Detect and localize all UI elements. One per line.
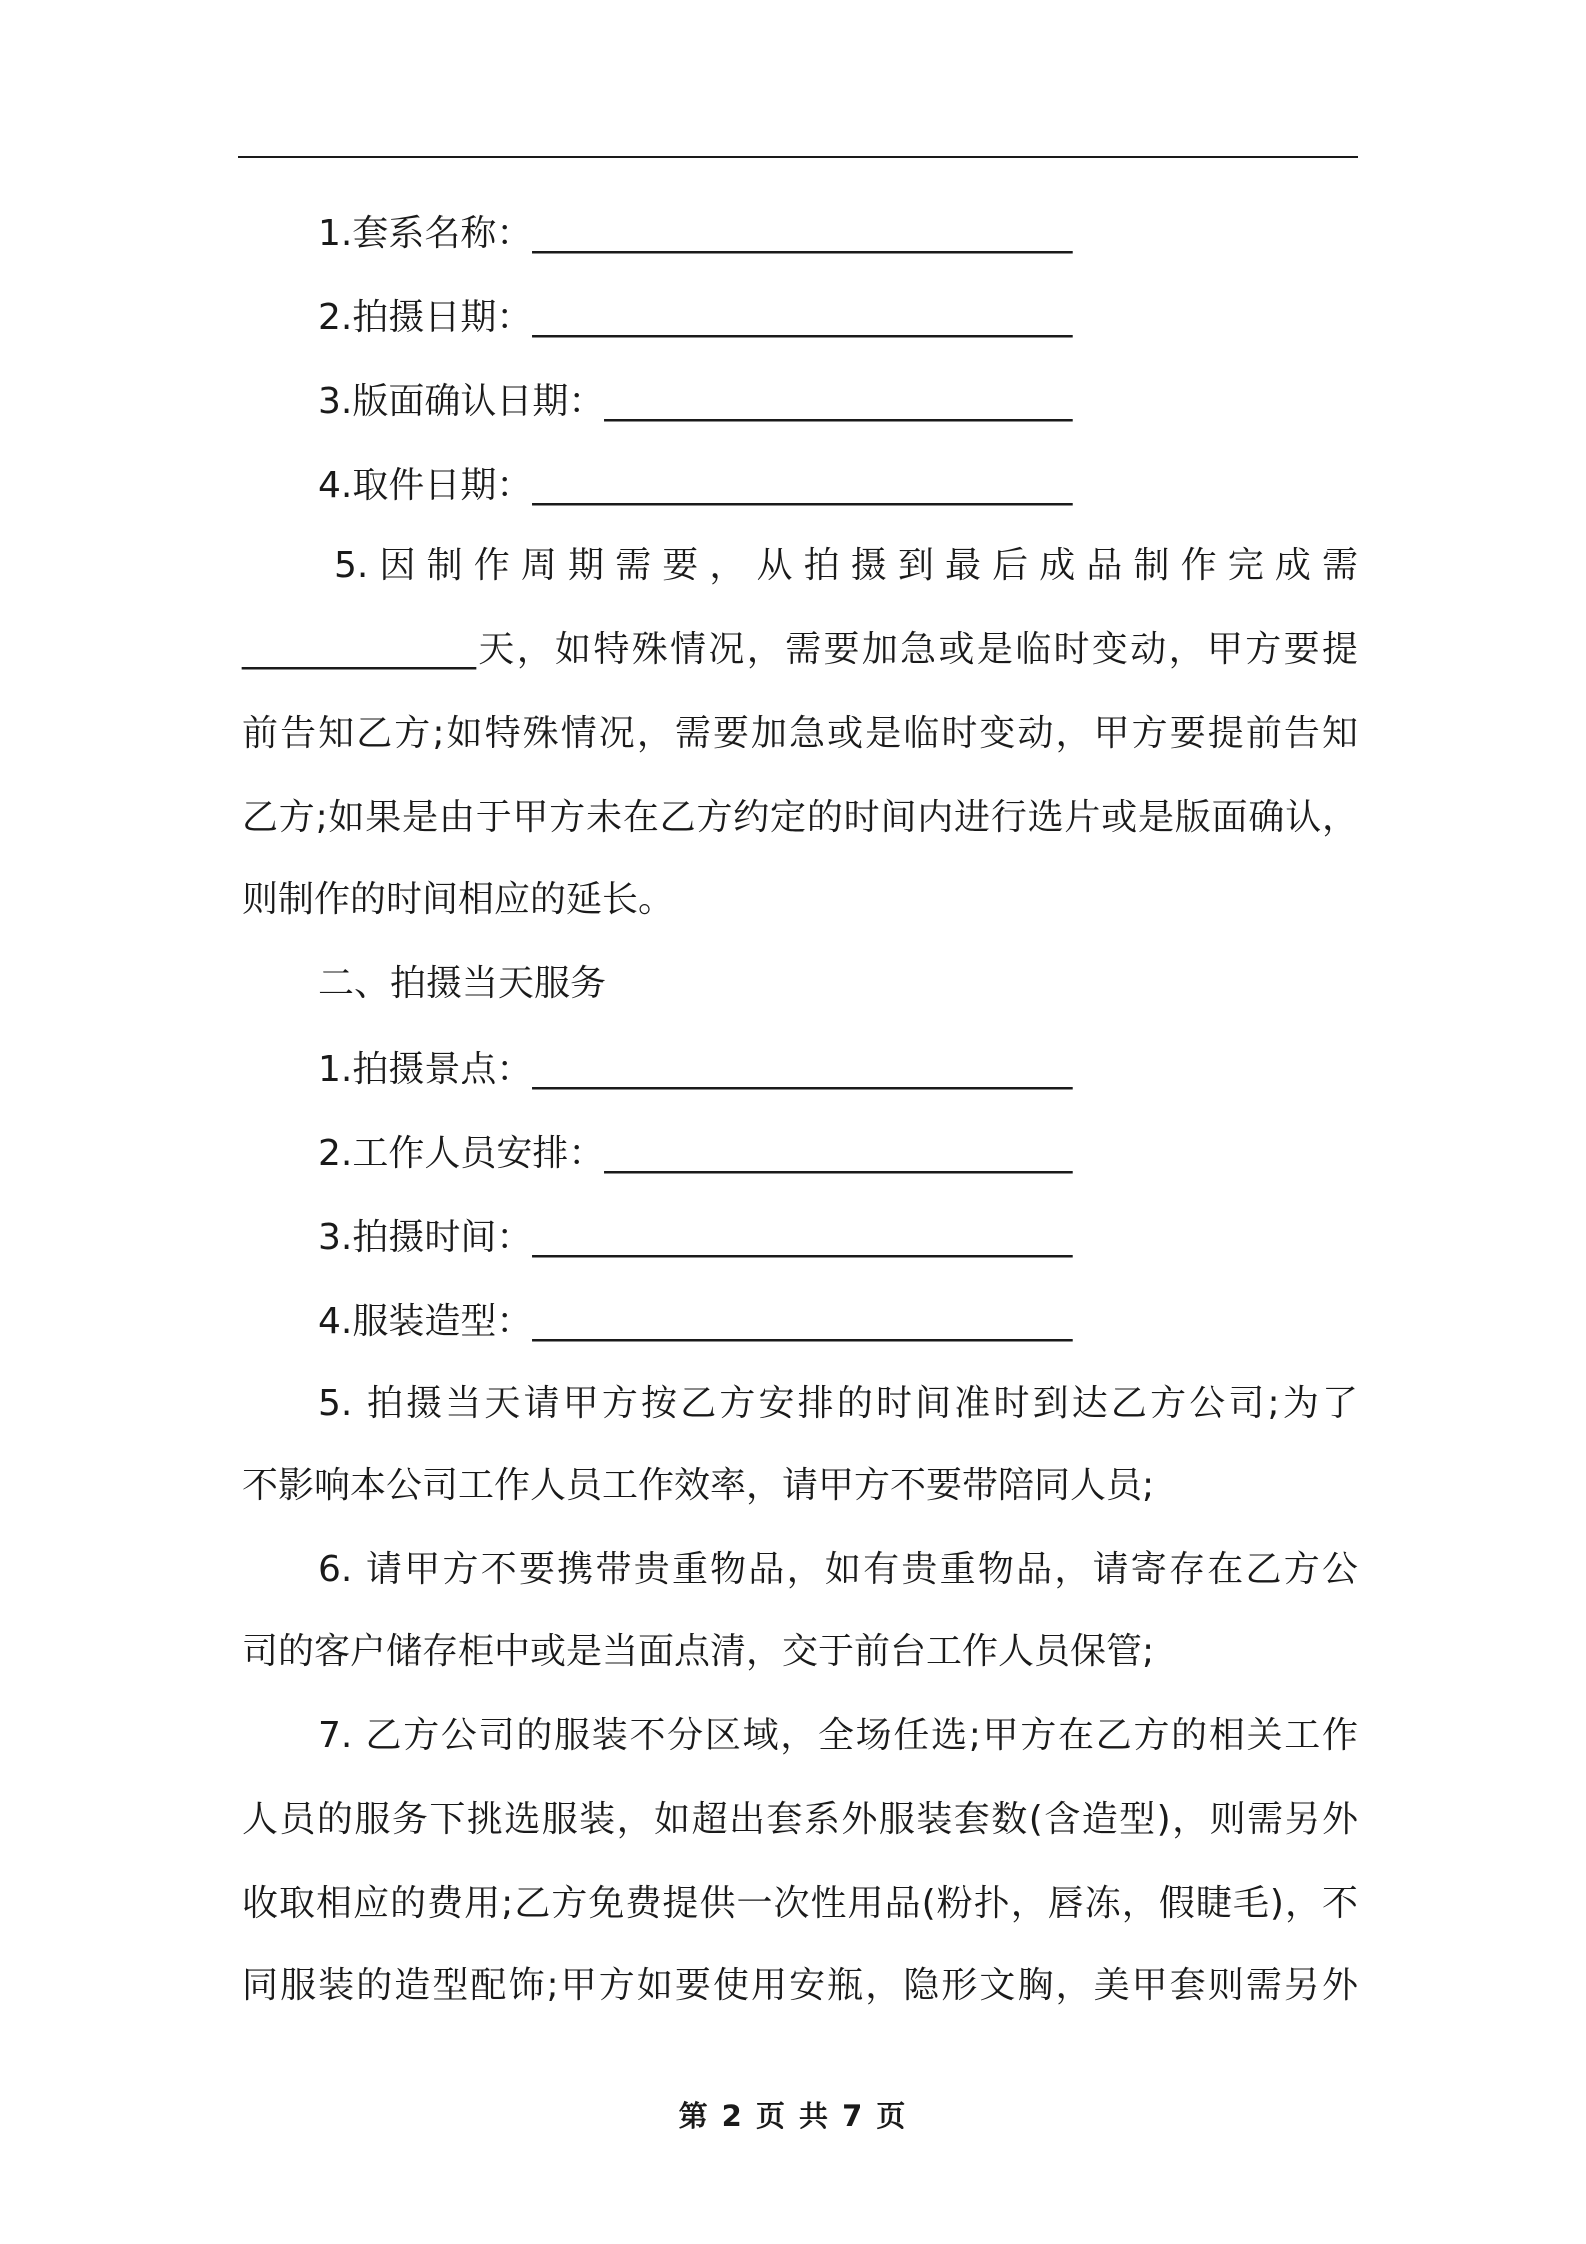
paragraph-item-7-line-4: 同服装的造型配饰;甲方如要使用安瓶，隐形文胸，美甲套则需另外 — [242, 1965, 1358, 2006]
field-layout-confirm-date: 3.版面确认日期：__________________________ — [318, 381, 1073, 422]
header-divider — [238, 156, 1358, 158]
field-shoot-location: 1.拍摄景点：______________________________ — [318, 1049, 1073, 1090]
section-heading-shooting-day-service: 二、拍摄当天服务 — [318, 963, 607, 1004]
field-shoot-date: 2.拍摄日期：______________________________ — [318, 297, 1073, 338]
paragraph-5-line-3: 前告知乙方;如特殊情况，需要加急或是临时变动，甲方要提前告知 — [242, 713, 1358, 754]
page-number-footer: 第 2 页 共 7 页 — [678, 2099, 908, 2133]
paragraph-item-5-line-2: 不影响本公司工作人员工作效率，请甲方不要带陪同人员; — [242, 1465, 1155, 1506]
paragraph-item-7-line-2: 人员的服务下挑选服装，如超出套系外服装套数(含造型)，则需另外 — [242, 1799, 1358, 1840]
field-pickup-date: 4.取件日期：______________________________ — [318, 465, 1073, 506]
paragraph-item-6-line-1: 6. 请甲方不要携带贵重物品，如有贵重物品，请寄存在乙方公 — [318, 1549, 1358, 1590]
field-shoot-time: 3.拍摄时间：______________________________ — [318, 1217, 1073, 1258]
paragraph-5-line-2: _____________天，如特殊情况，需要加急或是临时变动，甲方要提 — [242, 629, 1358, 670]
paragraph-item-7-line-1: 7. 乙方公司的服装不分区域，全场任选;甲方在乙方的相关工作 — [318, 1715, 1358, 1756]
paragraph-item-7-line-3: 收取相应的费用;乙方免费提供一次性用品(粉扑，唇冻，假睫毛)，不 — [242, 1883, 1358, 1924]
field-package-name: 1.套系名称：______________________________ — [318, 213, 1073, 254]
field-costume-styling: 4.服装造型：______________________________ — [318, 1301, 1073, 1342]
paragraph-5-line-1: 5.因制作周期需要，从拍摄到最后成品制作完成需 — [334, 545, 1358, 586]
paragraph-5-line-5: 则制作的时间相应的延长。 — [242, 879, 675, 920]
paragraph-5-line-4: 乙方;如果是由于甲方未在乙方约定的时间内进行选片或是版面确认， — [242, 797, 1358, 838]
paragraph-item-6-line-2: 司的客户储存柜中或是当面点清，交于前台工作人员保管; — [242, 1631, 1155, 1672]
paragraph-item-5-line-1: 5. 拍摄当天请甲方按乙方安排的时间准时到达乙方公司;为了 — [318, 1383, 1358, 1424]
field-staff-arrangement: 2.工作人员安排：__________________________ — [318, 1133, 1073, 1174]
